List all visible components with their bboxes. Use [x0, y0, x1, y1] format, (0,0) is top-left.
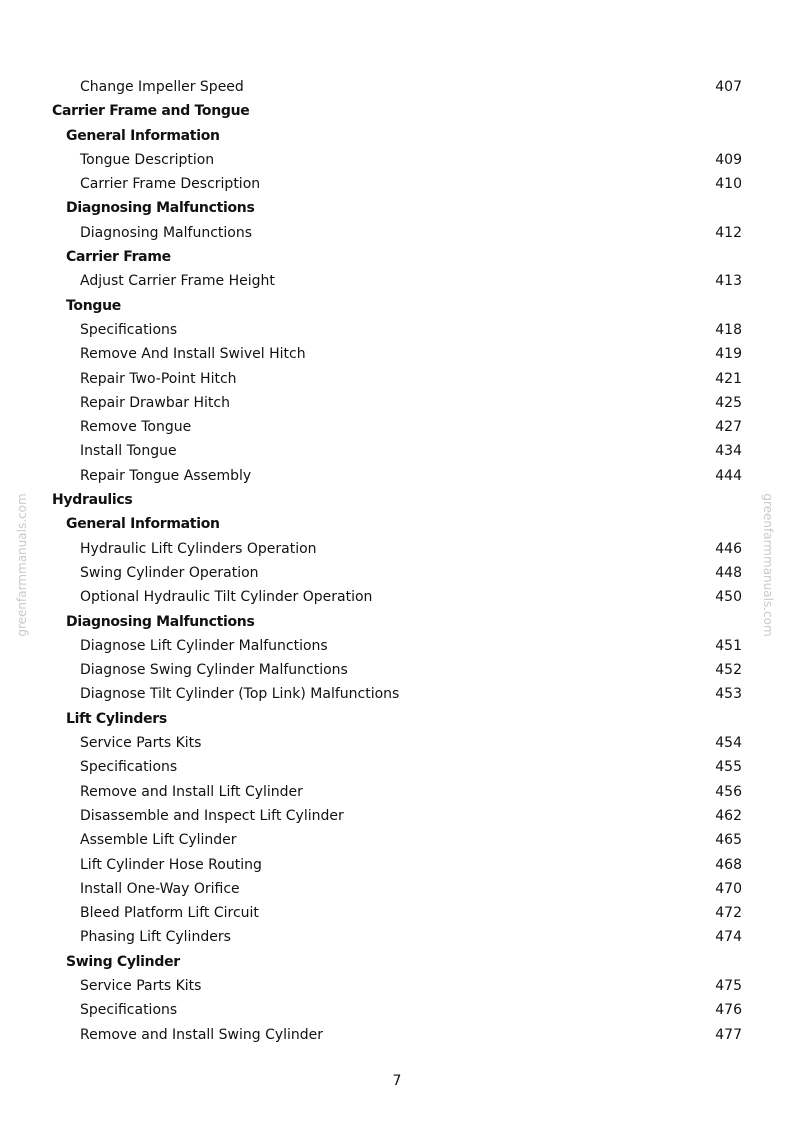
toc-entry-title: Diagnosing Malfunctions	[66, 200, 255, 217]
toc-entry[interactable]	[0, 731, 794, 755]
toc-entry-title: Service Parts Kits	[80, 735, 202, 752]
toc-entry-title: Diagnose Swing Cylinder Malfunctions	[80, 662, 348, 679]
toc-entry[interactable]	[0, 537, 794, 561]
toc-entry-page: 462	[715, 807, 742, 824]
toc-entry-page: 476	[715, 1002, 742, 1019]
toc-entry[interactable]	[0, 561, 794, 585]
toc-entry-page: 453	[715, 686, 742, 703]
toc-entry-page: 456	[715, 783, 742, 800]
toc-entry[interactable]	[0, 828, 794, 852]
toc-entry[interactable]	[0, 221, 794, 245]
toc-entry[interactable]	[0, 658, 794, 682]
toc-entry-title: Specifications	[80, 1002, 178, 1019]
toc-entry-title: Swing Cylinder	[66, 953, 180, 970]
toc-entry[interactable]	[0, 998, 794, 1022]
toc-subsection-heading	[0, 124, 794, 148]
toc-entry-page: 468	[715, 856, 742, 873]
toc-entry-page: 412	[715, 224, 742, 241]
toc-entry-title: Remove and Install Swing Cylinder	[80, 1026, 324, 1043]
toc-entry[interactable]	[0, 853, 794, 877]
toc-entry-title: Repair Drawbar Hitch	[80, 394, 230, 411]
toc-subsection-heading	[0, 950, 794, 974]
toc-entry-title: Assemble Lift Cylinder	[80, 832, 237, 849]
toc-entry[interactable]	[0, 318, 794, 342]
toc-entry-page: 472	[715, 905, 742, 922]
toc-entry-page: 409	[715, 151, 742, 168]
toc-entry-title: Tongue	[66, 297, 121, 314]
toc-entry-page: 474	[715, 929, 742, 946]
toc-entry[interactable]	[0, 974, 794, 998]
toc-entry-title: Disassemble and Inspect Lift Cylinder	[80, 807, 344, 824]
toc-entry-page: 450	[715, 589, 742, 606]
toc-entry-page: 407	[715, 79, 742, 95]
toc-entry-page: 470	[715, 880, 742, 897]
toc-entry-title: Remove Tongue	[80, 419, 192, 436]
toc-entry[interactable]	[0, 804, 794, 828]
toc-entry[interactable]	[0, 342, 794, 366]
toc-entry-page: 427	[715, 419, 742, 436]
toc-entry-title: Diagnose Lift Cylinder Malfunctions	[80, 637, 328, 654]
toc-entry-title: Change Impeller Speed	[80, 79, 244, 95]
toc-entry-title: Adjust Carrier Frame Height	[80, 273, 275, 290]
toc-entry-page: 452	[715, 662, 742, 679]
watermark-right: greenfarmmanuals.com	[761, 493, 775, 637]
toc-entry-page: 425	[715, 394, 742, 411]
toc-entry-page: 421	[715, 370, 742, 387]
toc-entry[interactable]	[0, 634, 794, 658]
toc-entry-title: Specifications	[80, 759, 178, 776]
toc-entry-title: Service Parts Kits	[80, 977, 202, 994]
toc-subsection-heading	[0, 610, 794, 634]
watermark-left: greenfarmmanuals.com	[15, 493, 29, 637]
toc-subsection-heading	[0, 512, 794, 536]
toc-entry[interactable]	[0, 755, 794, 779]
toc-subsection-heading	[0, 245, 794, 269]
toc-entry-page: 413	[715, 273, 742, 290]
toc-entry-title: Diagnose Tilt Cylinder (Top Link) Malfunctions	[80, 686, 400, 703]
toc-entry[interactable]	[0, 148, 794, 172]
toc-subsection-heading	[0, 294, 794, 318]
toc-entry-title: Remove And Install Swivel Hitch	[80, 346, 306, 363]
toc-entry[interactable]	[0, 439, 794, 463]
toc-entry[interactable]	[0, 877, 794, 901]
toc-entry-page: 454	[715, 735, 742, 752]
toc-entry[interactable]	[0, 269, 794, 293]
toc-entry[interactable]	[0, 172, 794, 196]
toc-entry-title: Repair Tongue Assembly	[80, 467, 252, 484]
toc-entry-title: Phasing Lift Cylinders	[80, 929, 231, 946]
toc-entry-page: 418	[715, 321, 742, 338]
toc-entry[interactable]	[0, 585, 794, 609]
toc-entry-title: Hydraulic Lift Cylinders Operation	[80, 540, 317, 557]
toc-entry-page: 465	[715, 832, 742, 849]
toc-entry[interactable]	[0, 682, 794, 706]
toc-entry-title: Install One-Way Orifice	[80, 880, 240, 897]
toc-entry-title: Specifications	[80, 321, 178, 338]
toc-entry-title: Install Tongue	[80, 443, 177, 460]
toc-entry-page: 475	[715, 977, 742, 994]
toc-entry-title: Tongue Description	[80, 151, 215, 168]
toc-entry-title: Lift Cylinder Hose Routing	[80, 856, 262, 873]
page-number: 7	[392, 1073, 402, 1089]
toc-entry-page: 455	[715, 759, 742, 776]
toc-entry-page: 448	[715, 564, 742, 581]
toc-entry-title: General Information	[66, 516, 220, 533]
toc-entry-page: 434	[715, 443, 742, 460]
toc-entry-page: 477	[715, 1026, 742, 1043]
toc-entry-title: Hydraulics	[52, 492, 133, 509]
toc-entry[interactable]	[0, 901, 794, 925]
toc-entry[interactable]	[0, 780, 794, 804]
toc-subsection-heading	[0, 196, 794, 220]
toc-entry-page: 419	[715, 346, 742, 363]
toc-entry-page: 451	[715, 637, 742, 654]
toc-entry[interactable]	[0, 464, 794, 488]
toc-entry[interactable]	[0, 75, 794, 99]
toc-subsection-heading	[0, 707, 794, 731]
table-of-contents	[0, 75, 794, 1047]
toc-entry-page: 410	[715, 176, 742, 193]
toc-entry-page: 444	[715, 467, 742, 484]
toc-entry-page: 446	[715, 540, 742, 557]
toc-section-heading	[0, 488, 794, 512]
toc-entry-title: Remove and Install Lift Cylinder	[80, 783, 303, 800]
toc-entry[interactable]	[0, 415, 794, 439]
toc-entry-title: Repair Two-Point Hitch	[80, 370, 237, 387]
toc-entry-title: Carrier Frame	[66, 249, 171, 266]
toc-section-heading	[0, 99, 794, 123]
toc-entry[interactable]	[0, 391, 794, 415]
toc-entry[interactable]	[0, 1023, 794, 1047]
toc-entry-title: General Information	[66, 127, 220, 144]
toc-entry-title: Carrier Frame Description	[80, 176, 261, 193]
toc-entry-title: Swing Cylinder Operation	[80, 564, 259, 581]
toc-entry-title: Bleed Platform Lift Circuit	[80, 905, 259, 922]
toc-entry[interactable]	[0, 925, 794, 949]
toc-entry-title: Carrier Frame and Tongue	[52, 103, 250, 120]
toc-entry-title: Diagnosing Malfunctions	[80, 224, 252, 241]
toc-entry-title: Lift Cylinders	[66, 710, 167, 727]
toc-entry-title: Diagnosing Malfunctions	[66, 613, 255, 630]
toc-entry-title: Optional Hydraulic Tilt Cylinder Operation	[80, 589, 373, 606]
toc-entry[interactable]	[0, 367, 794, 391]
